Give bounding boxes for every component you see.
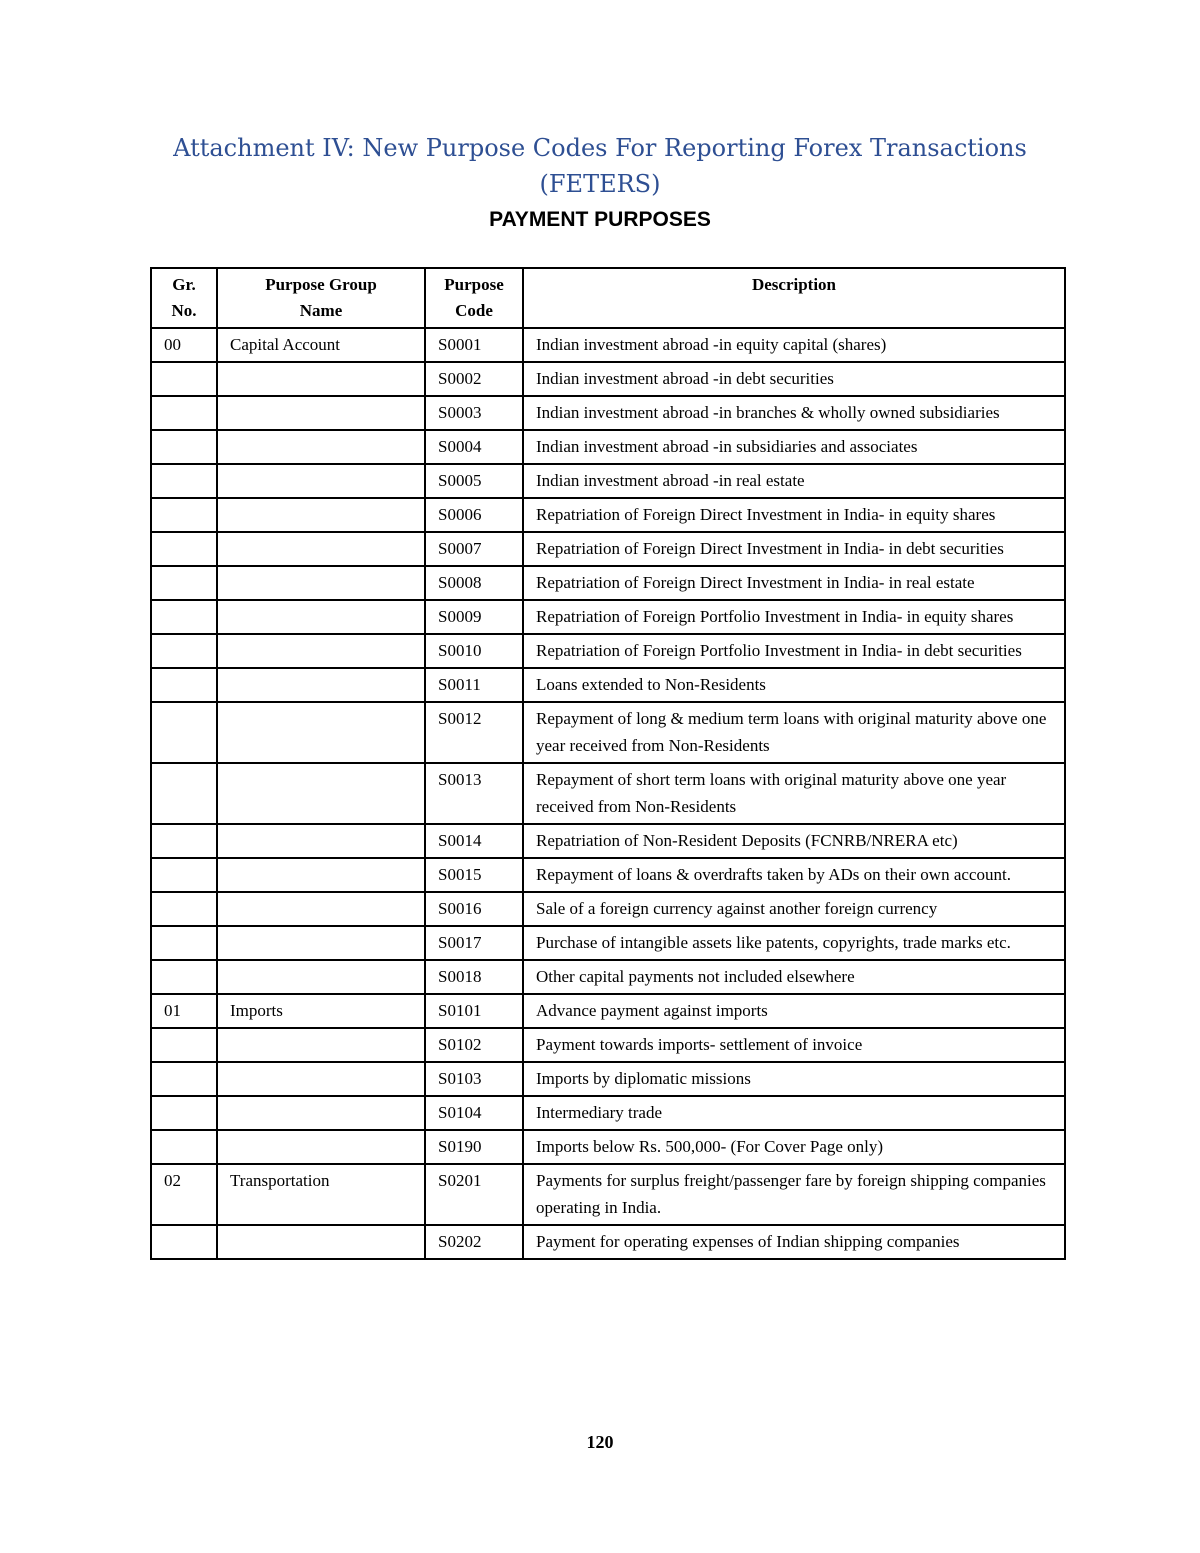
cell-description: Repatriation of Foreign Direct Investment in India- in real estate — [523, 566, 1065, 600]
cell-gr-no — [151, 1028, 217, 1062]
cell-purpose-code: S0017 — [425, 926, 523, 960]
cell-purpose-code: S0014 — [425, 824, 523, 858]
cell-group-name — [217, 763, 425, 824]
cell-group-name — [217, 396, 425, 430]
cell-description: Imports by diplomatic missions — [523, 1062, 1065, 1096]
cell-purpose-code: S0201 — [425, 1164, 523, 1225]
cell-description: Imports below Rs. 500,000- (For Cover Page only) — [523, 1130, 1065, 1164]
table-row — [151, 430, 1065, 464]
table-row — [151, 858, 1065, 892]
cell-gr-no — [151, 532, 217, 566]
page-number: 120 — [586, 1432, 614, 1452]
cell-description: Loans extended to Non-Residents — [523, 668, 1065, 702]
cell-group-name — [217, 1225, 425, 1259]
cell-purpose-code: S0011 — [425, 668, 523, 702]
header-group-name-line1: Purpose Group — [265, 275, 377, 294]
header-group-name — [217, 268, 425, 328]
cell-gr-no — [151, 600, 217, 634]
table-row — [151, 1096, 1065, 1130]
table-row — [151, 824, 1065, 858]
header-description — [523, 268, 1065, 328]
cell-group-name — [217, 892, 425, 926]
table-row — [151, 926, 1065, 960]
cell-purpose-code: S0002 — [425, 362, 523, 396]
cell-gr-no: 02 — [151, 1164, 217, 1225]
table-body — [151, 328, 1065, 1259]
purpose-codes-table — [150, 267, 1066, 1260]
cell-description: Purchase of intangible assets like patents, copyrights, trade marks etc. — [523, 926, 1065, 960]
cell-description: Payment for operating expenses of Indian shipping companies — [523, 1225, 1065, 1259]
cell-description: Payments for surplus freight/passenger fare by foreign shipping companies operating in India. — [523, 1164, 1065, 1225]
cell-gr-no: 00 — [151, 328, 217, 362]
header-purpose-code — [425, 268, 523, 328]
cell-gr-no — [151, 1130, 217, 1164]
cell-group-name — [217, 1130, 425, 1164]
cell-description: Repatriation of Foreign Direct Investment in India- in debt securities — [523, 532, 1065, 566]
cell-group-name — [217, 960, 425, 994]
cell-purpose-code: S0101 — [425, 994, 523, 1028]
table-row — [151, 1225, 1065, 1259]
section-heading: PAYMENT PURPOSES — [489, 208, 711, 231]
cell-group-name — [217, 702, 425, 763]
cell-description: Indian investment abroad -in equity capital (shares) — [523, 328, 1065, 362]
cell-gr-no — [151, 362, 217, 396]
cell-description: Other capital payments not included elsewhere — [523, 960, 1065, 994]
table-row — [151, 498, 1065, 532]
header-description-label: Description — [751, 275, 837, 294]
table-row — [151, 566, 1065, 600]
cell-purpose-code: S0102 — [425, 1028, 523, 1062]
cell-gr-no — [151, 858, 217, 892]
cell-group-name — [217, 532, 425, 566]
cell-description: Repayment of loans & overdrafts taken by ADs on their own account. — [523, 858, 1065, 892]
cell-purpose-code: S0012 — [425, 702, 523, 763]
cell-group-name: Imports — [217, 994, 425, 1028]
cell-group-name — [217, 464, 425, 498]
cell-description: Indian investment abroad -in subsidiaries and associates — [523, 430, 1065, 464]
table-row — [151, 362, 1065, 396]
cell-group-name — [217, 926, 425, 960]
table-row — [151, 1062, 1065, 1096]
cell-gr-no — [151, 1096, 217, 1130]
cell-description: Sale of a foreign currency against another foreign currency — [523, 892, 1065, 926]
cell-gr-no — [151, 464, 217, 498]
cell-purpose-code: S0009 — [425, 600, 523, 634]
cell-description: Indian investment abroad -in debt securities — [523, 362, 1065, 396]
cell-description: Indian investment abroad -in branches & wholly owned subsidiaries — [523, 396, 1065, 430]
table-row — [151, 1028, 1065, 1062]
cell-purpose-code: S0003 — [425, 396, 523, 430]
cell-description: Payment towards imports- settlement of invoice — [523, 1028, 1065, 1062]
cell-group-name — [217, 668, 425, 702]
cell-gr-no — [151, 634, 217, 668]
header-gr-no-line1: Gr. — [172, 275, 196, 294]
table-row — [151, 600, 1065, 634]
cell-group-name — [217, 600, 425, 634]
cell-description: Advance payment against imports — [523, 994, 1065, 1028]
cell-gr-no — [151, 1225, 217, 1259]
header-group-name-line2: Name — [299, 301, 343, 320]
table-row — [151, 960, 1065, 994]
cell-description: Repatriation of Foreign Portfolio Investment in India- in debt securities — [523, 634, 1065, 668]
header-gr-no — [151, 268, 217, 328]
cell-description: Repayment of short term loans with original maturity above one year received from Non-Residents — [523, 763, 1065, 824]
table-row — [151, 1130, 1065, 1164]
document-title-subtitle: (FETERS) — [539, 170, 661, 198]
cell-description: Indian investment abroad -in real estate — [523, 464, 1065, 498]
document-title: Attachment IV: New Purpose Codes For Reporting Forex Transactions — [173, 134, 1027, 162]
table-row — [151, 464, 1065, 498]
cell-purpose-code: S0005 — [425, 464, 523, 498]
cell-purpose-code: S0010 — [425, 634, 523, 668]
table-row — [151, 763, 1065, 824]
cell-gr-no — [151, 1062, 217, 1096]
table-row — [151, 994, 1065, 1028]
cell-group-name — [217, 858, 425, 892]
cell-purpose-code: S0015 — [425, 858, 523, 892]
table-row — [151, 634, 1065, 668]
cell-group-name: Capital Account — [217, 328, 425, 362]
cell-group-name — [217, 1096, 425, 1130]
cell-purpose-code: S0008 — [425, 566, 523, 600]
cell-gr-no: 01 — [151, 994, 217, 1028]
cell-purpose-code: S0001 — [425, 328, 523, 362]
cell-gr-no — [151, 960, 217, 994]
cell-group-name — [217, 824, 425, 858]
table-row — [151, 532, 1065, 566]
cell-gr-no — [151, 926, 217, 960]
cell-description: Intermediary trade — [523, 1096, 1065, 1130]
cell-purpose-code: S0006 — [425, 498, 523, 532]
cell-group-name: Transportation — [217, 1164, 425, 1225]
table-row — [151, 702, 1065, 763]
cell-gr-no — [151, 566, 217, 600]
cell-purpose-code: S0004 — [425, 430, 523, 464]
cell-purpose-code: S0018 — [425, 960, 523, 994]
cell-purpose-code: S0104 — [425, 1096, 523, 1130]
cell-gr-no — [151, 430, 217, 464]
cell-group-name — [217, 634, 425, 668]
cell-purpose-code: S0190 — [425, 1130, 523, 1164]
cell-description: Repatriation of Foreign Portfolio Investment in India- in equity shares — [523, 600, 1065, 634]
cell-purpose-code: S0007 — [425, 532, 523, 566]
cell-purpose-code: S0202 — [425, 1225, 523, 1259]
table-row — [151, 396, 1065, 430]
cell-description: Repayment of long & medium term loans with original maturity above one year received from Non-Residents — [523, 702, 1065, 763]
cell-gr-no — [151, 824, 217, 858]
cell-gr-no — [151, 892, 217, 926]
cell-group-name — [217, 1028, 425, 1062]
cell-purpose-code: S0103 — [425, 1062, 523, 1096]
cell-group-name — [217, 566, 425, 600]
cell-gr-no — [151, 396, 217, 430]
table-row — [151, 328, 1065, 362]
cell-group-name — [217, 1062, 425, 1096]
cell-gr-no — [151, 498, 217, 532]
cell-gr-no — [151, 763, 217, 824]
table-header-row — [151, 268, 1065, 328]
cell-gr-no — [151, 702, 217, 763]
cell-group-name — [217, 498, 425, 532]
table-row — [151, 1164, 1065, 1225]
cell-gr-no — [151, 668, 217, 702]
cell-description: Repatriation of Foreign Direct Investment in India- in equity shares — [523, 498, 1065, 532]
header-purpose-code-line1: Purpose — [444, 275, 504, 294]
cell-group-name — [217, 362, 425, 396]
header-gr-no-line2: No. — [171, 301, 197, 320]
cell-group-name — [217, 430, 425, 464]
table-row — [151, 668, 1065, 702]
table-row — [151, 892, 1065, 926]
cell-purpose-code: S0013 — [425, 763, 523, 824]
cell-purpose-code: S0016 — [425, 892, 523, 926]
cell-description: Repatriation of Non-Resident Deposits (FCNRB/NRERA etc) — [523, 824, 1065, 858]
header-purpose-code-line2: Code — [455, 301, 493, 320]
